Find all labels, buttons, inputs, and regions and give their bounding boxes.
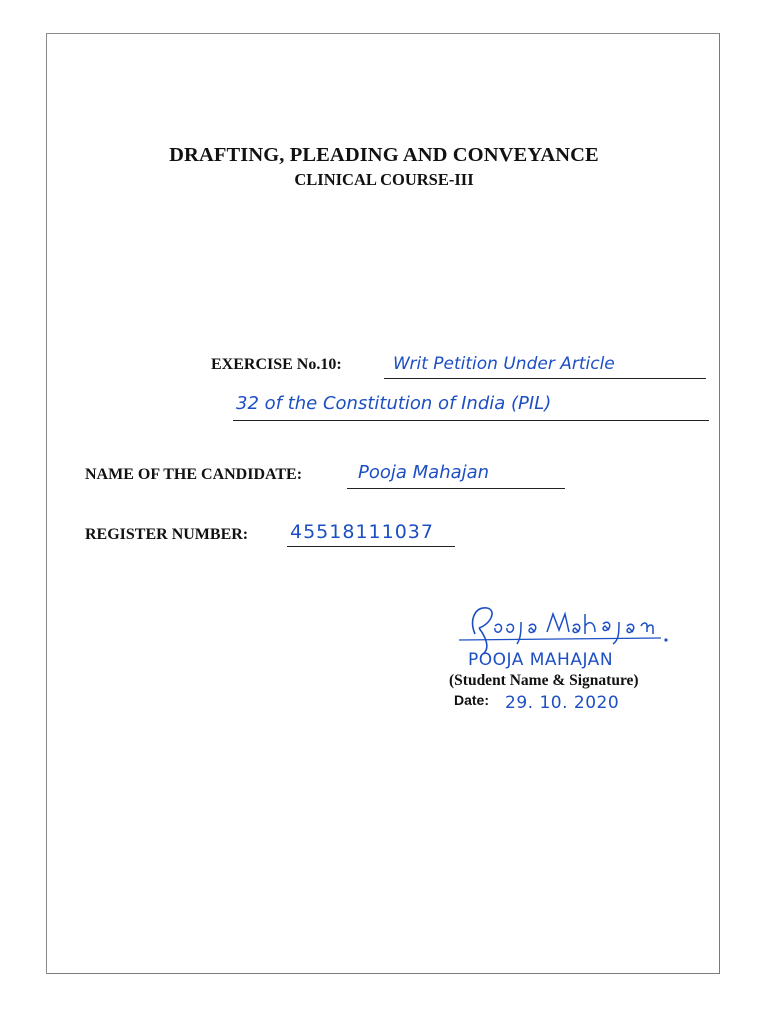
date-label: Date: bbox=[454, 692, 490, 708]
date-value: 29. 10. 2020 bbox=[505, 693, 620, 713]
signature-caption: (Student Name & Signature) bbox=[449, 672, 639, 689]
document-subtitle: CLINICAL COURSE-III bbox=[294, 170, 474, 189]
register-underline bbox=[287, 546, 455, 547]
printed-student-name: POOJA MAHAJAN bbox=[468, 650, 614, 670]
register-number-value: 45518111037 bbox=[290, 521, 434, 543]
exercise-value-line1: Writ Petition Under Article bbox=[393, 354, 615, 374]
candidate-label: NAME OF THE CANDIDATE: bbox=[85, 466, 303, 483]
document-title: DRAFTING, PLEADING AND CONVEYANCE bbox=[169, 144, 599, 166]
candidate-underline bbox=[347, 488, 565, 489]
exercise-underline-2 bbox=[233, 420, 709, 421]
signature-mark bbox=[455, 596, 675, 656]
register-label: REGISTER NUMBER: bbox=[85, 526, 249, 543]
exercise-underline-1 bbox=[384, 378, 706, 379]
candidate-name-value: Pooja Mahajan bbox=[358, 462, 490, 483]
exercise-value-line2: 32 of the Constitution of India (PIL) bbox=[236, 393, 552, 414]
exercise-label: EXERCISE No.10: bbox=[211, 356, 342, 373]
